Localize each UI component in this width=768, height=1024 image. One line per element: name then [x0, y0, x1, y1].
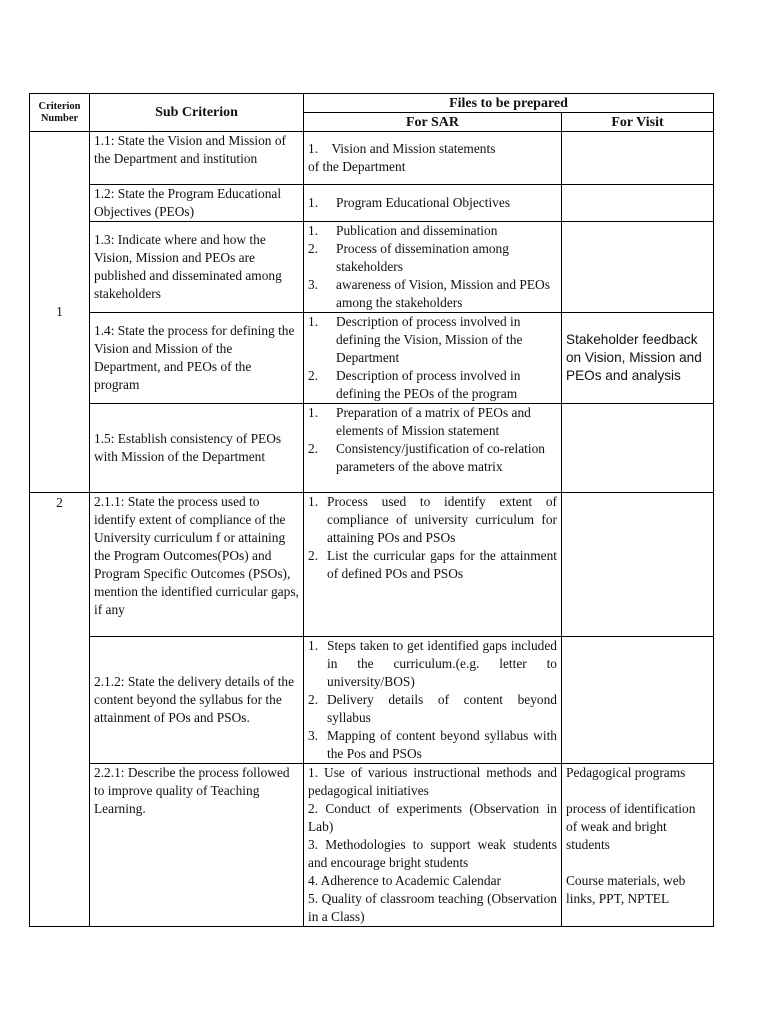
- sub-criterion-cell: 1.4: State the process for defining the Vision and Mission of the Department, and PEOs of the program: [90, 313, 304, 404]
- header-for-sar: For SAR: [304, 113, 562, 132]
- visit-cell: [562, 185, 714, 222]
- criterion-number-cell: 1: [30, 132, 90, 493]
- sar-cell: [304, 493, 562, 637]
- header-files-to-be-prepared: Files to be prepared: [304, 94, 714, 113]
- sub-criterion-cell: 1.1: State the Vision and Mission of the Department and institution: [90, 132, 304, 185]
- visit-line: Course materials, web links, PPT, NPTEL: [566, 873, 686, 906]
- criterion-number-cell: 2: [30, 493, 90, 927]
- sub-criterion-cell: 1.5: Establish consistency of PEOs with Mission of the Department: [90, 404, 304, 493]
- list-item: 3. Mapping of content beyond syllabus with the Pos and PSOs: [308, 728, 557, 761]
- sar-line: 5. Quality of classroom teaching (Observation in a Class): [308, 891, 557, 924]
- sar-line: of the Department: [308, 159, 406, 174]
- table-row: [30, 313, 714, 404]
- visit-line: Pedagogical programs: [566, 765, 686, 780]
- sub-criterion-cell: 2.1.1: State the process used to identify extent of compliance of the University curriculum f or attaining the Program Outcomes(POs) and Program Specific Outcomes (PSOs), mention the identified curricular gaps, if any: [90, 493, 304, 637]
- sub-criterion-cell: 2.1.2: State the delivery details of the content beyond the syllabus for the attainment of POs and PSOs.: [90, 637, 304, 764]
- table-row: [30, 132, 714, 185]
- sar-cell: [304, 764, 562, 927]
- list-item: 1. Process used to identify extent of compliance of university curriculum for attaining POs and PSOs: [308, 494, 557, 545]
- table-row: [30, 764, 714, 927]
- list-item: 2. Process of dissemination among stakeholders: [308, 241, 509, 274]
- visit-cell: [562, 637, 714, 764]
- sub-criterion-cell: 2.2.1: Describe the process followed to improve quality of Teaching Learning.: [90, 764, 304, 927]
- visit-cell: [562, 404, 714, 493]
- table-row: [30, 404, 714, 493]
- table-row: [30, 493, 714, 637]
- visit-cell: [562, 132, 714, 185]
- sub-criterion-cell: 1.2: State the Program Educational Objectives (PEOs): [90, 185, 304, 222]
- visit-cell: [562, 222, 714, 313]
- sar-line: 1. Vision and Mission statements: [308, 141, 496, 156]
- header-for-visit: For Visit: [562, 113, 714, 132]
- criteria-table: [29, 93, 714, 927]
- table-row: [30, 222, 714, 313]
- sar-line: 2. Conduct of experiments (Observation in Lab): [308, 801, 557, 834]
- table-row: [30, 185, 714, 222]
- visit-cell: [562, 764, 714, 927]
- sar-cell: [304, 185, 562, 222]
- list-item: 3. awareness of Vision, Mission and PEOs among the stakeholders: [308, 277, 550, 310]
- list-item: 1. Steps taken to get identified gaps included in the curriculum.(e.g. letter to university/BOS): [308, 638, 557, 689]
- list-item: 1. Description of process involved in defining the Vision, Mission of the Department: [308, 314, 523, 365]
- sar-line: 4. Adherence to Academic Calendar: [308, 873, 501, 888]
- sar-cell: [304, 132, 562, 185]
- sub-criterion-cell: 1.3: Indicate where and how the Vision, Mission and PEOs are published and disseminated among stakeholders: [90, 222, 304, 313]
- table-row: [30, 637, 714, 764]
- sar-cell: [304, 222, 562, 313]
- list-item: 2. List the curricular gaps for the attainment of defined POs and PSOs: [308, 548, 557, 581]
- sar-cell: [304, 637, 562, 764]
- list-item: 1. Program Educational Objectives: [308, 195, 511, 210]
- sar-line: 3. Methodologies to support weak students and encourage bright students: [308, 837, 557, 870]
- visit-cell: Stakeholder feedback on Vision, Mission and PEOs and analysis: [562, 313, 714, 404]
- sar-cell: [304, 404, 562, 493]
- visit-cell: [562, 493, 714, 637]
- visit-line: process of identification of weak and bright students: [566, 801, 696, 852]
- list-item: 1. Publication and dissemination: [308, 223, 498, 238]
- list-item: 2. Consistency/justification of co-relation parameters of the above matrix: [308, 441, 545, 474]
- header-criterion-number: Criterion Number: [30, 94, 90, 132]
- list-item: 2. Delivery details of content beyond syllabus: [308, 692, 557, 725]
- header-row-1: [30, 94, 714, 113]
- sar-cell: [304, 313, 562, 404]
- list-item: 1. Preparation of a matrix of PEOs and elements of Mission statement: [308, 405, 531, 438]
- header-sub-criterion: Sub Criterion: [90, 94, 304, 132]
- list-item: 2. Description of process involved in defining the PEOs of the program: [308, 368, 521, 401]
- sar-line: 1. Use of various instructional methods and pedagogical initiatives: [308, 765, 557, 798]
